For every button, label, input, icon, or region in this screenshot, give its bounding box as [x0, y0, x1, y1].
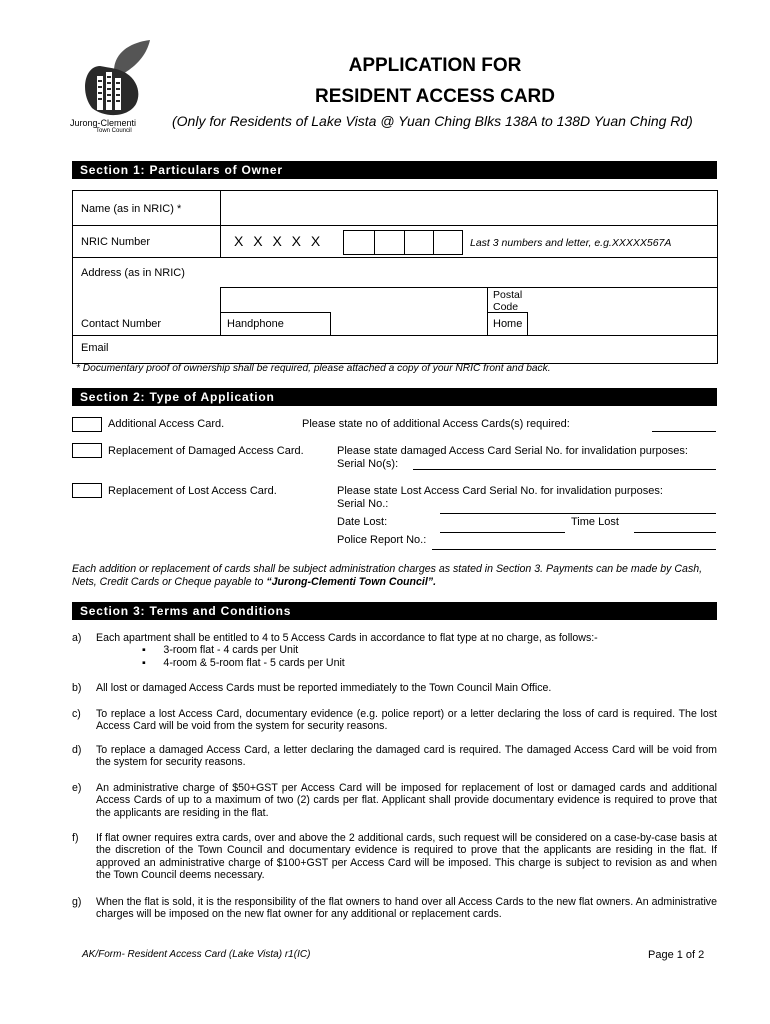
home-label: Home	[493, 318, 523, 330]
term-label: c)	[72, 708, 81, 720]
charges-note	[72, 563, 717, 589]
term-e	[72, 782, 717, 819]
address-label: Address (as in NRIC)	[81, 267, 185, 279]
additional-card-label: Additional Access Card.	[108, 418, 225, 430]
handphone-input[interactable]	[332, 314, 485, 334]
damaged-card-label: Replacement of Damaged Access Card.	[108, 445, 304, 457]
nric-digit-3[interactable]	[404, 230, 434, 255]
contact-number-label: Contact Number	[81, 318, 162, 330]
term-bullet: ▪ 3-room flat - 4 cards per Unit	[142, 644, 299, 657]
name-input[interactable]	[222, 192, 714, 224]
additional-card-checkbox[interactable]	[72, 417, 102, 432]
name-label: Name (as in NRIC) *	[81, 203, 182, 215]
form-subtitle: (Only for Residents of Lake Vista @ Yuan Ching Blks 138A to 138D Yuan Ching Rd)	[172, 113, 693, 129]
term-f	[72, 832, 717, 882]
term-label: b)	[72, 682, 82, 694]
nric-mask: X X X X X	[234, 233, 324, 249]
town-council-logo	[70, 38, 160, 138]
term-text: Each apartment shall be entitled to 4 to 5 Access Cards in accordance to flat type at no charge, as follows:-	[96, 632, 598, 644]
charges-note-text: Each addition or replacement of cards shall be subject administration charges as stated in Section 3. Payments can be made by Cash, Nets, Credit Cards or Cheque payable to	[72, 563, 703, 588]
term-label: d)	[72, 744, 82, 756]
postal-code-label: Postal Code	[493, 289, 523, 313]
lost-serial-input[interactable]	[440, 513, 716, 514]
lost-card-label: Replacement of Lost Access Card.	[108, 485, 277, 497]
form-reference: AK/Form- Resident Access Card (Lake Vista) r1(IC)	[82, 949, 311, 960]
section3-heading: Section 3: Terms and Conditions	[72, 602, 717, 620]
term-label: f)	[72, 832, 79, 844]
additional-card-prompt: Please state no of additional Access Cards(s) required:	[302, 418, 570, 430]
lost-serial-label: Serial No.:	[337, 498, 389, 510]
term-d	[72, 744, 717, 769]
term-text: An administrative charge of $50+GST per Access Card will be imposed for replacement of lost or damaged cards and additional Access Cards of up to a maximum of two (2) cards per flat. Applicant shall provide documentary evidence is required to prove that the applicants are residing in the flat.	[96, 782, 717, 819]
term-a	[72, 632, 717, 669]
lost-card-checkbox[interactable]	[72, 483, 102, 498]
handphone-label: Handphone	[227, 318, 284, 330]
term-label: a)	[72, 632, 82, 644]
section2-heading: Section 2: Type of Application	[72, 388, 717, 406]
damaged-serial-label: Serial No(s):	[337, 458, 399, 470]
form-title-line2: RESIDENT ACCESS CARD	[315, 86, 555, 107]
form-title-line1: APPLICATION FOR	[348, 55, 522, 76]
home-phone-input[interactable]	[529, 314, 715, 334]
postal-code-input[interactable]	[540, 289, 715, 311]
time-lost-input[interactable]	[634, 532, 716, 533]
damaged-card-checkbox[interactable]	[72, 443, 102, 458]
term-b	[72, 682, 717, 694]
additional-count-input[interactable]	[652, 431, 716, 432]
section1-heading: Section 1: Particulars of Owner	[72, 161, 717, 179]
nric-label: NRIC Number	[81, 236, 151, 248]
date-lost-label: Date Lost:	[337, 516, 388, 528]
damaged-card-prompt: Please state damaged Access Card Serial No. for invalidation purposes:	[337, 445, 688, 457]
address-input[interactable]	[222, 259, 716, 286]
term-text: If flat owner requires extra cards, over and above the 2 additional cards, such request will be considered on a case-by-case basis at the discretion of the Town Council and documentary evidence is required to prove that the applicants are residing in the flat. If approved an administrative charge of $100+GST per Access Card will be imposed. This charge is subject to revision as and when the Town Council deems necessary.	[96, 832, 717, 882]
term-text: When the flat is sold, it is the responsibility of the flat owners to hand over all Access Cards to the new flat owners. An administrative charges will be imposed on the new flat owner for any additional or replacement cards.	[96, 896, 717, 921]
logo-subtext: Town Council	[96, 128, 132, 134]
lost-card-prompt: Please state Lost Access Card Serial No. for invalidation purposes:	[337, 485, 663, 497]
email-label: Email	[81, 342, 109, 354]
term-text: To replace a lost Access Card, documentary evidence (e.g. police report) or a letter declaring the loss of card is required. The lost Access Card will be void from the system for security reasons.	[96, 708, 717, 733]
nric-digit-1[interactable]	[343, 230, 375, 255]
logo-text: Jurong-Clementi	[70, 118, 137, 128]
term-text: To replace a damaged Access Card, a letter declaring the damaged card is required. The damaged Access Card will be void from the system for security reasons.	[96, 744, 717, 769]
term-text: All lost or damaged Access Cards must be reported immediately to the Town Council Main Office.	[96, 682, 552, 694]
term-c	[72, 708, 717, 733]
email-input[interactable]	[120, 337, 715, 360]
term-bullet: ▪ 4-room & 5-room flat - 5 cards per Unit	[142, 656, 345, 669]
police-report-input[interactable]	[432, 549, 716, 550]
ownership-footnote: * Documentary proof of ownership shall be required, please attached a copy of your NRIC front and back.	[76, 363, 551, 374]
term-label: e)	[72, 782, 82, 794]
term-label: g)	[72, 896, 82, 908]
nric-letter[interactable]	[433, 230, 463, 255]
nric-digit-2[interactable]	[374, 230, 405, 255]
police-report-label: Police Report No.:	[337, 534, 427, 546]
nric-hint: Last 3 numbers and letter, e.g.XXXXX567A	[470, 237, 672, 249]
term-g	[72, 896, 717, 921]
time-lost-label: Time Lost	[571, 516, 619, 528]
date-lost-input[interactable]	[440, 532, 565, 533]
charges-note-payee: “Jurong-Clementi Town Council”.	[266, 576, 437, 588]
damaged-serial-input[interactable]	[413, 469, 716, 470]
page-number: Page 1 of 2	[648, 949, 705, 961]
